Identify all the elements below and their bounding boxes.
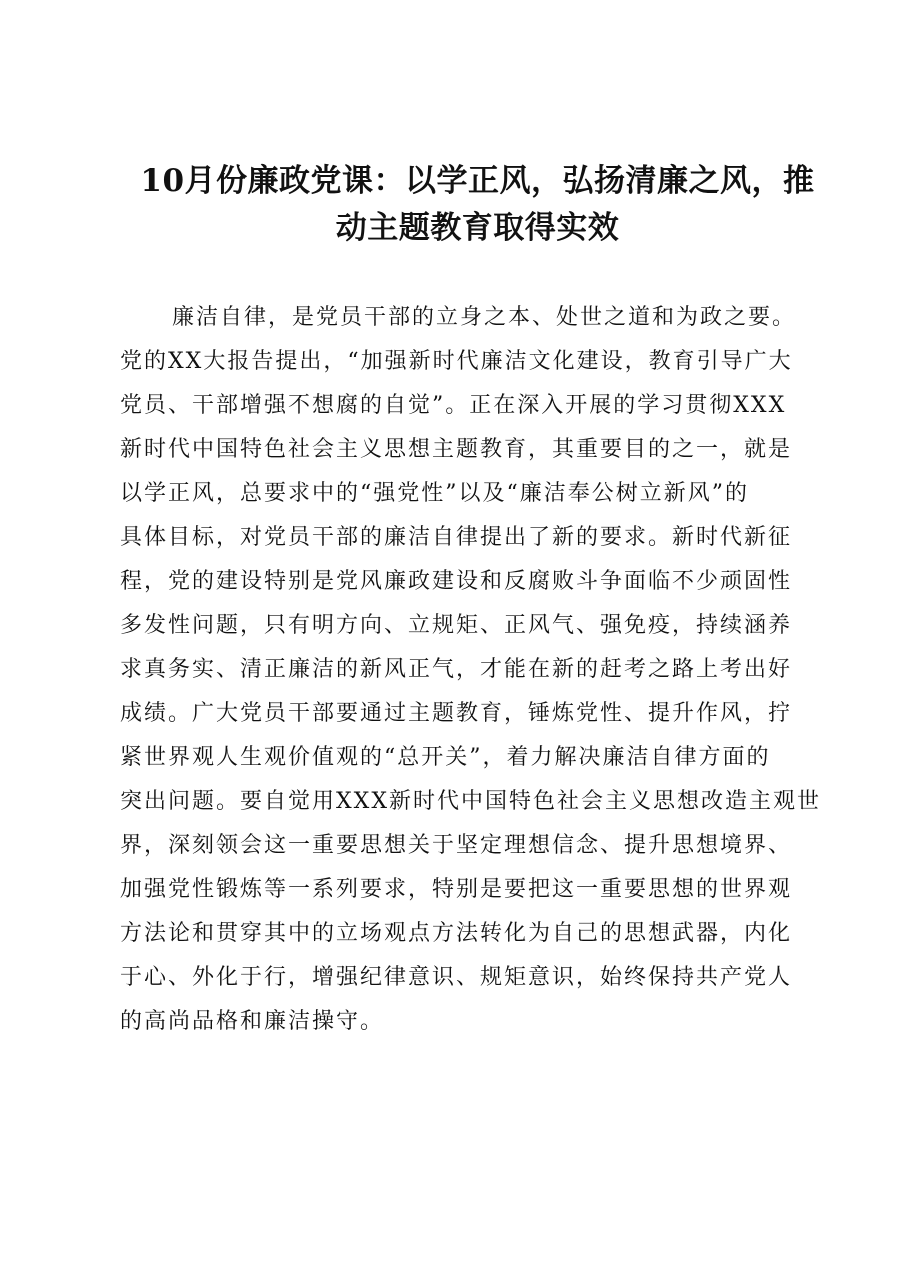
body-line: 党的XX大报告提出，“加强新时代廉洁文化建设，教育引导广大 — [120, 349, 793, 374]
body-line: 的高尚品格和廉洁操守。 — [120, 1009, 385, 1034]
body-line: 新时代中国特色社会主义思想主题教育，其重要目的之一，就是 — [120, 437, 793, 462]
body-line: 程，党的建设特别是党风廉政建设和反腐败斗争面临不少顽固性 — [120, 569, 793, 594]
body-line: 成绩。广大党员干部要通过主题教育，锤炼党性、提升作风，拧 — [120, 701, 793, 726]
body-line: 紧世界观人生观价值观的“总开关”，着力解决廉洁自律方面的 — [120, 745, 771, 770]
body-line: 党员、干部增强不想腐的自觉”。正在深入开展的学习贯彻XXX — [120, 393, 787, 418]
body-line: 于心、外化于行，增强纪律意识、规矩意识，始终保持共产党人 — [120, 965, 793, 990]
body-line: 界，深刻领会这一重要思想关于坚定理想信念、提升思想境界、 — [120, 833, 793, 858]
body-line: 求真务实、清正廉洁的新风正气，才能在新的赶考之路上考出好 — [120, 657, 793, 682]
body-line: 方法论和贯穿其中的立场观点方法转化为自己的思想武器，内化 — [120, 921, 793, 946]
title-line-1: 10月份廉政党课：以学正风，弘扬清廉之风，推 — [140, 163, 815, 199]
body-line: 以学正风，总要求中的“强党性”以及“廉洁奉公树立新风”的 — [120, 481, 749, 506]
body-line: 加强党性锻炼等一系列要求，特别是要把这一重要思想的世界观 — [120, 877, 793, 902]
document-title — [110, 158, 845, 252]
body-line: 多发性问题，只有明方向、立规矩、正风气、强免疫，持续涵养 — [120, 613, 793, 638]
body-paragraph — [120, 296, 820, 1044]
body-line: 具体目标，对党员干部的廉洁自律提出了新的要求。新时代新征 — [120, 525, 793, 550]
body-line: 廉洁自律，是党员干部的立身之本、处世之道和为政之要。 — [172, 305, 797, 330]
body-line: 突出问题。要自觉用XXX新时代中国特色社会主义思想改造主观世 — [120, 789, 821, 814]
title-line-2: 动主题教育取得实效 — [335, 210, 620, 246]
